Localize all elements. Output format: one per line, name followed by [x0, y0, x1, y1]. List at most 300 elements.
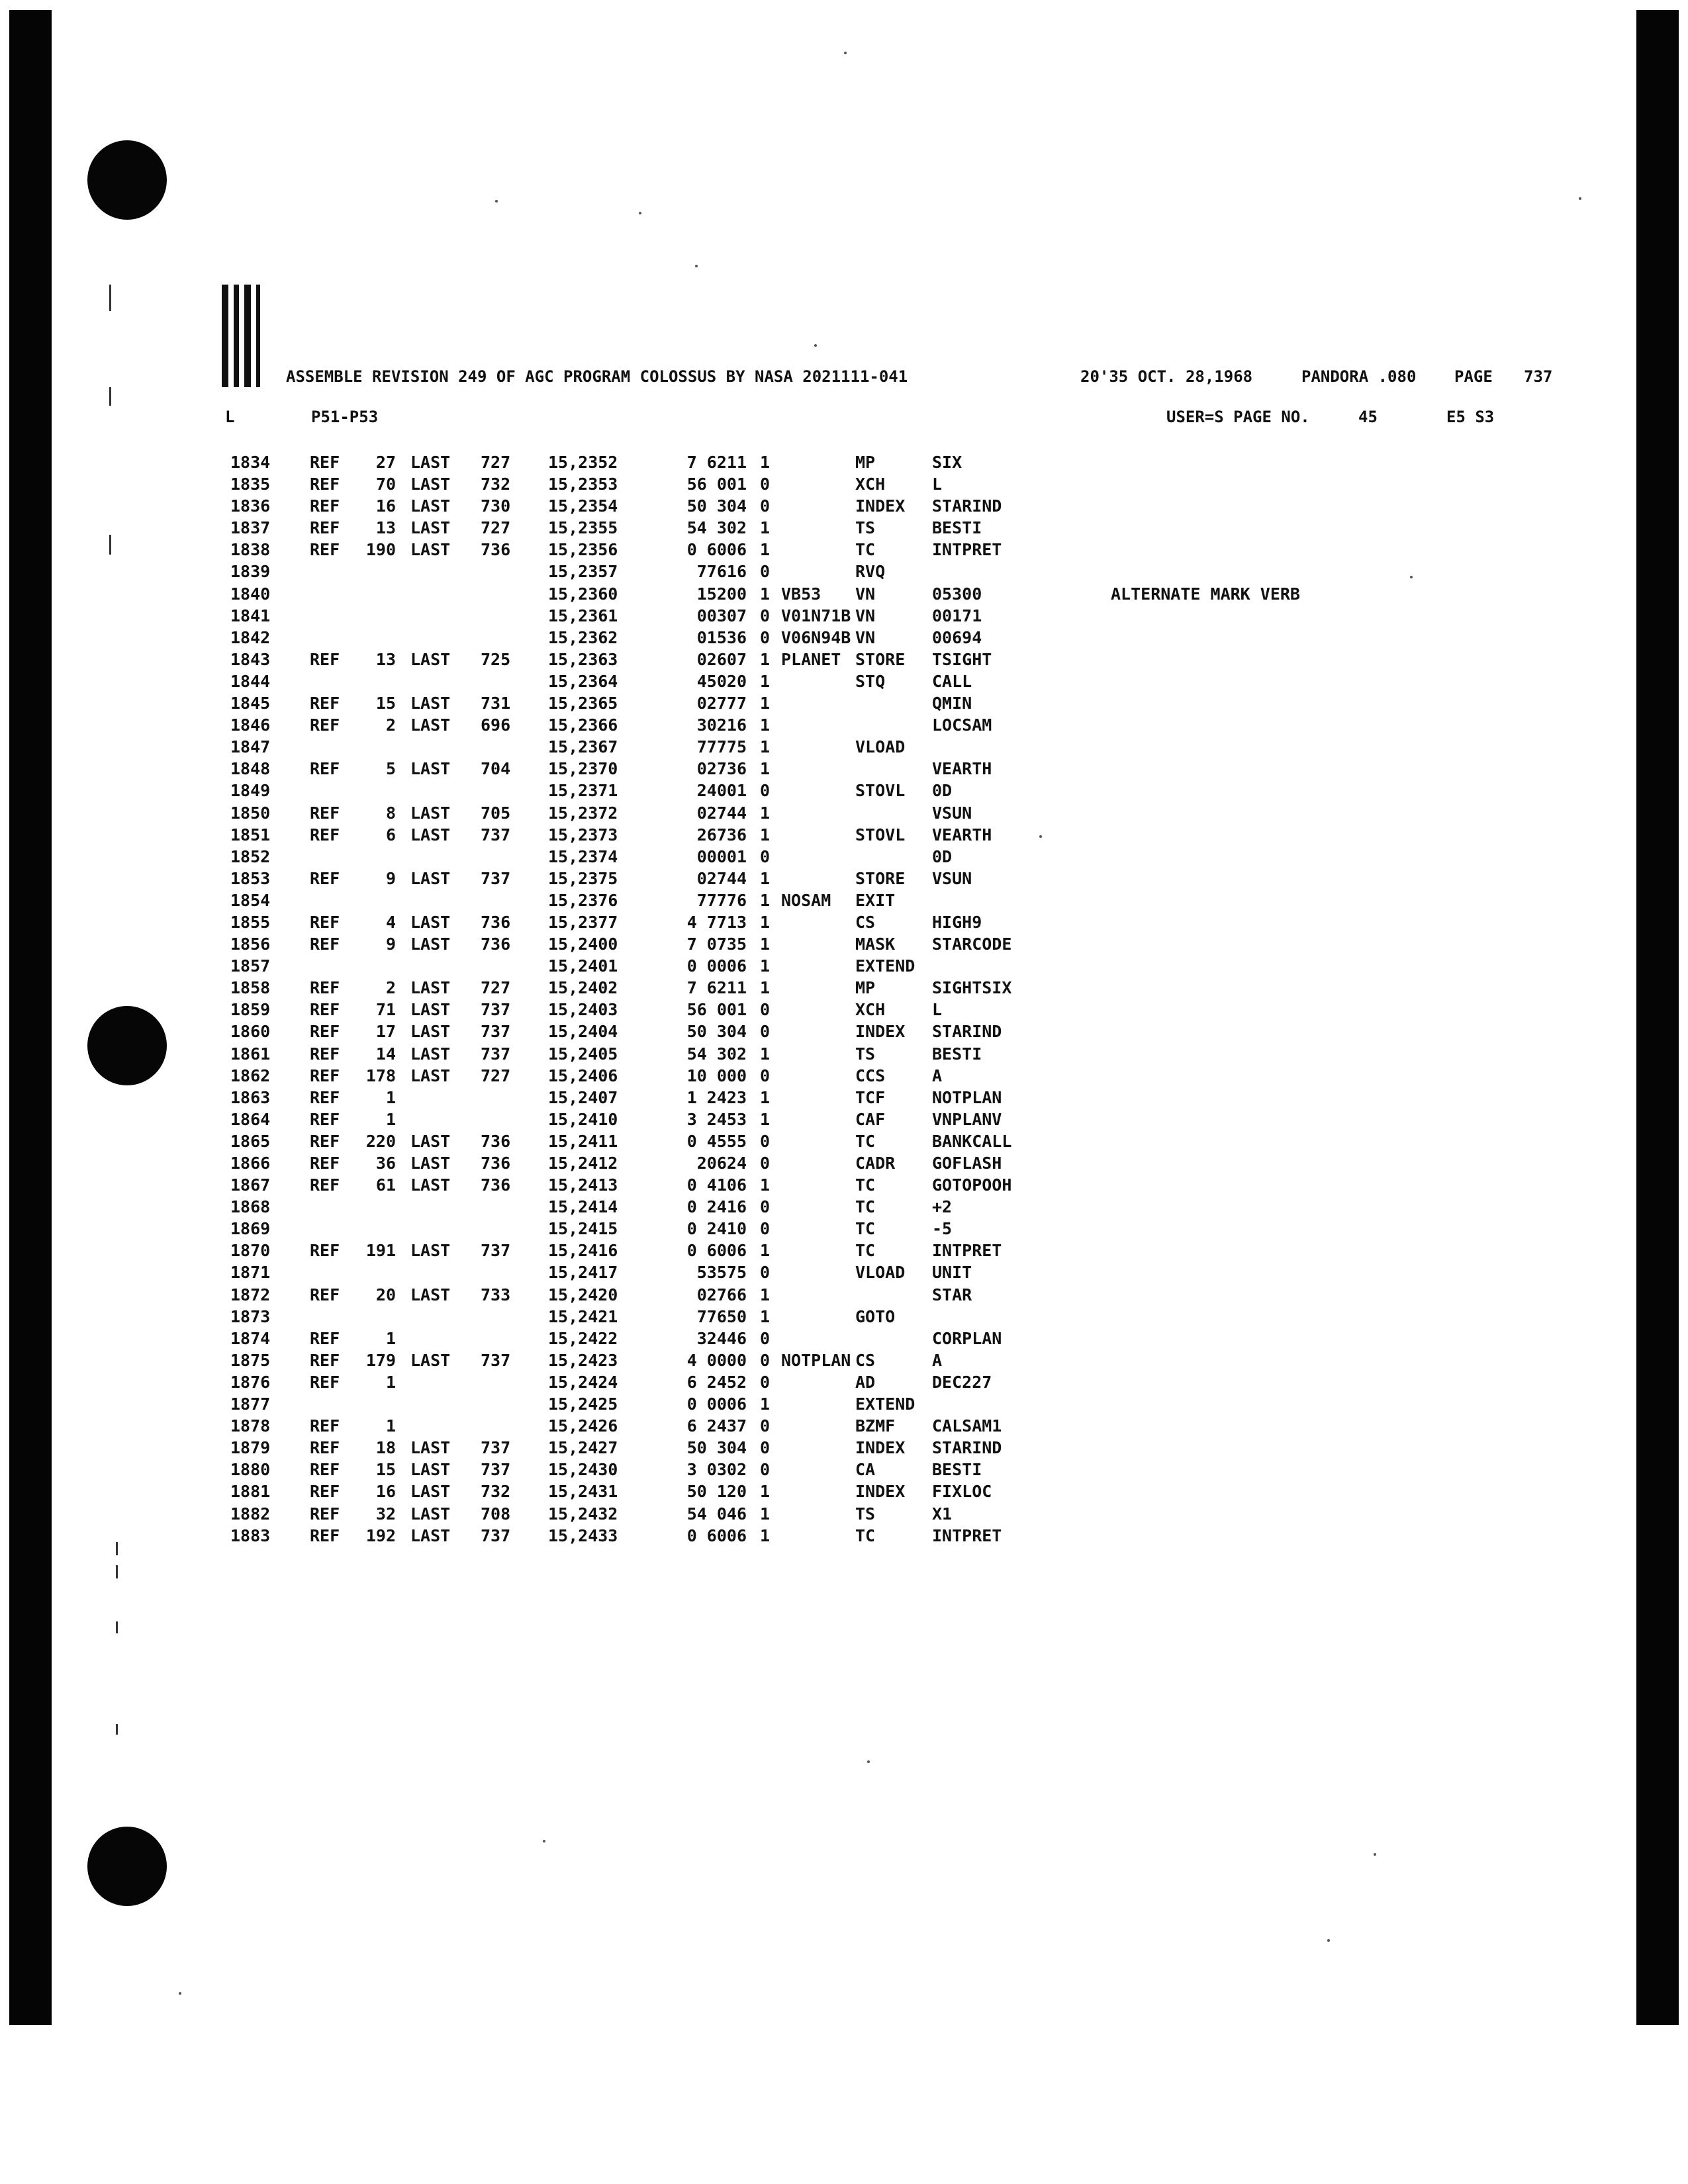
parity: 1	[760, 737, 771, 757]
address: 15,2433	[548, 1525, 618, 1545]
ref-count: 27	[375, 453, 396, 472]
parity: 1	[760, 1525, 771, 1545]
ref-count: 1	[385, 1416, 396, 1436]
listing-row	[230, 1263, 1422, 1285]
address: 15,2413	[548, 1175, 618, 1195]
listing-row	[230, 1307, 1422, 1329]
ref-count: 15	[375, 694, 396, 713]
page-label: PAGE	[1454, 367, 1493, 386]
listing-row	[230, 1066, 1422, 1088]
ref-keyword: REF	[310, 1416, 340, 1436]
opcode: STQ	[855, 671, 886, 691]
last-keyword: LAST	[410, 978, 451, 998]
ref-count: 13	[375, 649, 396, 669]
last-page: 737	[481, 1525, 511, 1545]
ref-count: 8	[385, 803, 396, 823]
margin-mark	[109, 387, 111, 406]
last-page: 737	[481, 1241, 511, 1261]
octal-word: 77616	[696, 562, 747, 582]
address: 15,2425	[548, 1394, 618, 1414]
ref-keyword: REF	[310, 912, 340, 932]
line-number: 1878	[230, 1416, 271, 1436]
line-number: 1874	[230, 1328, 271, 1348]
margin-mark	[109, 535, 111, 555]
line-number: 1838	[230, 540, 271, 560]
ref-keyword: REF	[310, 1022, 340, 1042]
address: 15,2367	[548, 737, 618, 757]
parity: 0	[760, 1372, 771, 1392]
line-number: 1840	[230, 584, 271, 604]
symbol-label: NOSAM	[781, 890, 831, 910]
page-number: 737	[1524, 367, 1553, 386]
parity: 0	[760, 606, 771, 625]
ref-keyword: REF	[310, 825, 340, 844]
listing-row	[230, 978, 1422, 1000]
ref-keyword: REF	[310, 453, 340, 472]
address: 15,2412	[548, 1154, 618, 1173]
listing-row	[230, 1394, 1422, 1416]
listing-row	[230, 891, 1422, 913]
barcode-mark	[222, 285, 268, 387]
parity: 1	[760, 453, 771, 472]
opcode: TC	[855, 1131, 876, 1151]
address: 15,2353	[548, 475, 618, 494]
last-keyword: LAST	[410, 934, 451, 954]
ref-count: 15	[375, 1460, 396, 1480]
listing-row	[230, 1351, 1422, 1373]
last-page: 737	[481, 1460, 511, 1480]
line-number: 1857	[230, 956, 271, 976]
ref-keyword: REF	[310, 1175, 340, 1195]
line-number: 1881	[230, 1482, 271, 1502]
scan-speck	[1579, 197, 1581, 200]
octal-word: 10 000	[686, 1066, 747, 1085]
last-keyword: LAST	[410, 868, 451, 888]
timestamp: 20'35 OCT. 28,1968	[1080, 367, 1253, 386]
address: 15,2357	[548, 562, 618, 582]
operand: SIX	[932, 453, 962, 472]
line-number: 1883	[230, 1525, 271, 1545]
octal-word: 1 2423	[686, 1087, 747, 1107]
line-number: 1876	[230, 1372, 271, 1392]
listing-row	[230, 1197, 1422, 1219]
listing-row	[230, 869, 1422, 891]
ref-count: 4	[385, 912, 396, 932]
address: 15,2406	[548, 1066, 618, 1085]
address: 15,2411	[548, 1131, 618, 1151]
address: 15,2410	[548, 1109, 618, 1129]
parity: 1	[760, 671, 771, 691]
line-number: 1856	[230, 934, 271, 954]
line-number: 1869	[230, 1219, 271, 1239]
listing-row	[230, 759, 1422, 781]
parity: 1	[760, 540, 771, 560]
ref-keyword: REF	[310, 1131, 340, 1151]
last-page: 708	[481, 1504, 511, 1524]
line-number: 1875	[230, 1350, 271, 1370]
address: 15,2354	[548, 496, 618, 516]
address: 15,2366	[548, 715, 618, 735]
opcode: TC	[855, 1175, 876, 1195]
last-page: 737	[481, 1000, 511, 1020]
octal-word: 15200	[696, 584, 747, 604]
address: 15,2373	[548, 825, 618, 844]
address: 15,2362	[548, 627, 618, 647]
operand: DEC227	[932, 1372, 992, 1392]
opcode: CAF	[855, 1109, 886, 1129]
ref-keyword: REF	[310, 1482, 340, 1502]
opcode: STORE	[855, 868, 906, 888]
listing-row	[230, 518, 1422, 540]
ref-count: 17	[375, 1022, 396, 1042]
listing-row	[230, 847, 1422, 869]
ref-count: 191	[365, 1241, 396, 1261]
scan-speck	[495, 200, 498, 203]
parity: 0	[760, 781, 771, 801]
opcode: STOVL	[855, 825, 906, 844]
operand: GOTOPOOH	[932, 1175, 1012, 1195]
last-page: 737	[481, 1350, 511, 1370]
last-page: 737	[481, 868, 511, 888]
address: 15,2423	[548, 1350, 618, 1370]
address: 15,2371	[548, 781, 618, 801]
ref-count: 1	[385, 1109, 396, 1129]
parity: 1	[760, 715, 771, 735]
octal-word: 00307	[696, 606, 747, 625]
last-keyword: LAST	[410, 1000, 451, 1020]
octal-word: 02736	[696, 759, 747, 779]
parity: 1	[760, 584, 771, 604]
line-number: 1859	[230, 1000, 271, 1020]
listing-row	[230, 1526, 1422, 1548]
margin-mark	[116, 1621, 118, 1633]
octal-word: 30216	[696, 715, 747, 735]
line-number: 1879	[230, 1438, 271, 1458]
last-keyword: LAST	[410, 475, 451, 494]
parity: 0	[760, 1066, 771, 1085]
address: 15,2375	[548, 868, 618, 888]
parity: 1	[760, 1482, 771, 1502]
ref-keyword: REF	[310, 978, 340, 998]
operand: A	[932, 1350, 943, 1370]
parity: 0	[760, 627, 771, 647]
ref-keyword: REF	[310, 1000, 340, 1020]
last-keyword: LAST	[410, 1022, 451, 1042]
last-keyword: LAST	[410, 518, 451, 538]
octal-word: 0 2416	[686, 1197, 747, 1217]
operand: HIGH9	[932, 912, 982, 932]
scan-speck	[639, 212, 641, 214]
listing-row	[230, 1504, 1422, 1526]
operand: UNIT	[932, 1263, 972, 1283]
listing-row	[230, 1460, 1422, 1482]
listing-row	[230, 540, 1422, 562]
listing-row	[230, 1416, 1422, 1438]
octal-word: 6 2452	[686, 1372, 747, 1392]
last-page: 696	[481, 715, 511, 735]
ref-count: 70	[375, 475, 396, 494]
ref-keyword: REF	[310, 1066, 340, 1085]
scan-speck	[1374, 1853, 1376, 1856]
octal-word: 56 001	[686, 1000, 747, 1020]
opcode: GOTO	[855, 1306, 896, 1326]
parity: 0	[760, 1131, 771, 1151]
ref-keyword: REF	[310, 518, 340, 538]
line-number: 1850	[230, 803, 271, 823]
operand: FIXLOC	[932, 1482, 992, 1502]
listing-row	[230, 606, 1422, 628]
parity: 1	[760, 694, 771, 713]
last-page: 733	[481, 1285, 511, 1304]
ref-keyword: REF	[310, 1460, 340, 1480]
last-keyword: LAST	[410, 912, 451, 932]
ref-count: 36	[375, 1154, 396, 1173]
symbol-label: V06N94B	[781, 627, 851, 647]
ref-count: 20	[375, 1285, 396, 1304]
opcode: BZMF	[855, 1416, 896, 1436]
listing-row	[230, 1044, 1422, 1066]
parity: 1	[760, 934, 771, 954]
address: 15,2377	[548, 912, 618, 932]
parity: 0	[760, 496, 771, 516]
listing-row	[230, 1132, 1422, 1154]
ref-count: 9	[385, 868, 396, 888]
line-number: 1853	[230, 868, 271, 888]
ref-count: 14	[375, 1044, 396, 1064]
last-page: 727	[481, 453, 511, 472]
ref-keyword: REF	[310, 934, 340, 954]
parity: 1	[760, 759, 771, 779]
ref-keyword: REF	[310, 1328, 340, 1348]
listing-row	[230, 715, 1422, 737]
symbol-label: NOTPLAN	[781, 1350, 851, 1370]
opcode: AD	[855, 1372, 876, 1392]
last-page: 727	[481, 978, 511, 998]
scan-speck	[179, 1992, 181, 1995]
ref-keyword: REF	[310, 1350, 340, 1370]
punch-hole-middle	[87, 1006, 167, 1085]
opcode: TC	[855, 1525, 876, 1545]
last-keyword: LAST	[410, 825, 451, 844]
address: 15,2355	[548, 518, 618, 538]
punch-hole-top	[87, 140, 167, 220]
last-keyword: LAST	[410, 759, 451, 779]
line-number: 1868	[230, 1197, 271, 1217]
listing-row	[230, 781, 1422, 803]
address: 15,2432	[548, 1504, 618, 1524]
octal-word: 02777	[696, 694, 747, 713]
operand: 00694	[932, 627, 982, 647]
parity: 1	[760, 1175, 771, 1195]
parity: 0	[760, 1197, 771, 1217]
line-number: 1847	[230, 737, 271, 757]
ref-count: 61	[375, 1175, 396, 1195]
parity: 1	[760, 1109, 771, 1129]
octal-word: 7 6211	[686, 978, 747, 998]
last-page: 736	[481, 912, 511, 932]
address: 15,2420	[548, 1285, 618, 1304]
parity: 0	[760, 1460, 771, 1480]
last-keyword: LAST	[410, 715, 451, 735]
parity: 0	[760, 1154, 771, 1173]
ref-count: 18	[375, 1438, 396, 1458]
ref-count: 190	[365, 540, 396, 560]
octal-word: 0 4555	[686, 1131, 747, 1151]
line-number: 1837	[230, 518, 271, 538]
line-number: 1865	[230, 1131, 271, 1151]
margin-mark	[109, 285, 111, 311]
ref-count: 178	[365, 1066, 396, 1085]
line-number: 1880	[230, 1460, 271, 1480]
last-keyword: LAST	[410, 1350, 451, 1370]
ref-count: 1	[385, 1087, 396, 1107]
listing-row	[230, 956, 1422, 978]
listing-row	[230, 1154, 1422, 1175]
address: 15,2417	[548, 1263, 618, 1283]
operand: NOTPLAN	[932, 1087, 1002, 1107]
listing-row	[230, 1241, 1422, 1263]
scan-speck	[1327, 1939, 1330, 1942]
ref-count: 1	[385, 1328, 396, 1348]
opcode: STOVL	[855, 781, 906, 801]
ref-count: 71	[375, 1000, 396, 1020]
operand: CORPLAN	[932, 1328, 1002, 1348]
last-keyword: LAST	[410, 540, 451, 560]
address: 15,2363	[548, 649, 618, 669]
line-number: 1843	[230, 649, 271, 669]
address: 15,2376	[548, 890, 618, 910]
line-number: 1846	[230, 715, 271, 735]
last-keyword: LAST	[410, 1131, 451, 1151]
last-page: 705	[481, 803, 511, 823]
last-page: 736	[481, 1154, 511, 1173]
octal-word: 0 0006	[686, 1394, 747, 1414]
listing-row	[230, 1285, 1422, 1307]
operand: VEARTH	[932, 759, 992, 779]
last-keyword: LAST	[410, 1285, 451, 1304]
last-keyword: LAST	[410, 1525, 451, 1545]
operand: LOCSAM	[932, 715, 992, 735]
operand: INTPRET	[932, 1525, 1002, 1545]
operand: STARCODE	[932, 934, 1012, 954]
user-page-label: USER=S PAGE NO.	[1166, 408, 1310, 426]
opcode: MP	[855, 453, 876, 472]
octal-word: 6 2437	[686, 1416, 747, 1436]
assembly-listing	[230, 453, 1422, 1548]
opcode: CS	[855, 912, 876, 932]
listing-row	[230, 1373, 1422, 1394]
listing-row	[230, 496, 1422, 518]
scan-speck	[695, 265, 698, 267]
octal-word: 01536	[696, 627, 747, 647]
listing-row	[230, 1482, 1422, 1504]
log-section: P51-P53	[311, 408, 379, 426]
operand: QMIN	[932, 694, 972, 713]
parity: 1	[760, 518, 771, 538]
opcode: INDEX	[855, 1438, 906, 1458]
operand: INTPRET	[932, 1241, 1002, 1261]
line-number: 1852	[230, 846, 271, 866]
octal-word: 50 304	[686, 496, 747, 516]
scan-border-left	[9, 10, 52, 2025]
ref-count: 179	[365, 1350, 396, 1370]
line-number: 1842	[230, 627, 271, 647]
octal-word: 53575	[696, 1263, 747, 1283]
parity: 1	[760, 868, 771, 888]
line-number: 1841	[230, 606, 271, 625]
operand: STARIND	[932, 1022, 1002, 1042]
scan-speck	[814, 344, 817, 347]
ref-count: 32	[375, 1504, 396, 1524]
line-number: 1845	[230, 694, 271, 713]
parity: 1	[760, 825, 771, 844]
operand: X1	[932, 1504, 953, 1524]
line-number: 1858	[230, 978, 271, 998]
operand: CALL	[932, 671, 972, 691]
parity: 1	[760, 1241, 771, 1261]
ref-count: 192	[365, 1525, 396, 1545]
parity: 0	[760, 562, 771, 582]
octal-word: 45020	[696, 671, 747, 691]
octal-word: 54 302	[686, 518, 747, 538]
octal-word: 3 2453	[686, 1109, 747, 1129]
last-page: 725	[481, 649, 511, 669]
address: 15,2400	[548, 934, 618, 954]
parity: 1	[760, 1504, 771, 1524]
opcode: MP	[855, 978, 876, 998]
octal-word: 20624	[696, 1154, 747, 1173]
opcode: RVQ	[855, 562, 886, 582]
symbol-label: VB53	[781, 584, 821, 604]
octal-word: 77775	[696, 737, 747, 757]
ref-keyword: REF	[310, 540, 340, 560]
octal-word: 7 6211	[686, 453, 747, 472]
parity: 0	[760, 1416, 771, 1436]
scan-speck	[867, 1760, 870, 1763]
opcode: TC	[855, 540, 876, 560]
octal-word: 50 304	[686, 1022, 747, 1042]
ref-count: 16	[375, 496, 396, 516]
operand: 05300	[932, 584, 982, 604]
last-page: 736	[481, 1131, 511, 1151]
last-page: 731	[481, 694, 511, 713]
listing-row	[230, 453, 1422, 475]
opcode: INDEX	[855, 1482, 906, 1502]
opcode: INDEX	[855, 496, 906, 516]
line-number: 1849	[230, 781, 271, 801]
assemble-line: ASSEMBLE REVISION 249 OF AGC PROGRAM COLOSSUS BY NASA 2021111-041	[286, 367, 908, 386]
ref-keyword: REF	[310, 1285, 340, 1304]
address: 15,2374	[548, 846, 618, 866]
operand: L	[932, 1000, 943, 1020]
ref-keyword: REF	[310, 1372, 340, 1392]
last-keyword: LAST	[410, 496, 451, 516]
address: 15,2414	[548, 1197, 618, 1217]
parity: 1	[760, 912, 771, 932]
listing-row	[230, 934, 1422, 956]
operand: VEARTH	[932, 825, 992, 844]
octal-word: 02607	[696, 649, 747, 669]
octal-word: 56 001	[686, 475, 747, 494]
sheet-id: E5 S3	[1446, 408, 1495, 426]
ref-keyword: REF	[310, 803, 340, 823]
ref-keyword: REF	[310, 1241, 340, 1261]
parity: 1	[760, 649, 771, 669]
listing-row	[230, 628, 1422, 650]
opcode: VLOAD	[855, 1263, 906, 1283]
parity: 0	[760, 1438, 771, 1458]
ref-keyword: REF	[310, 1087, 340, 1107]
